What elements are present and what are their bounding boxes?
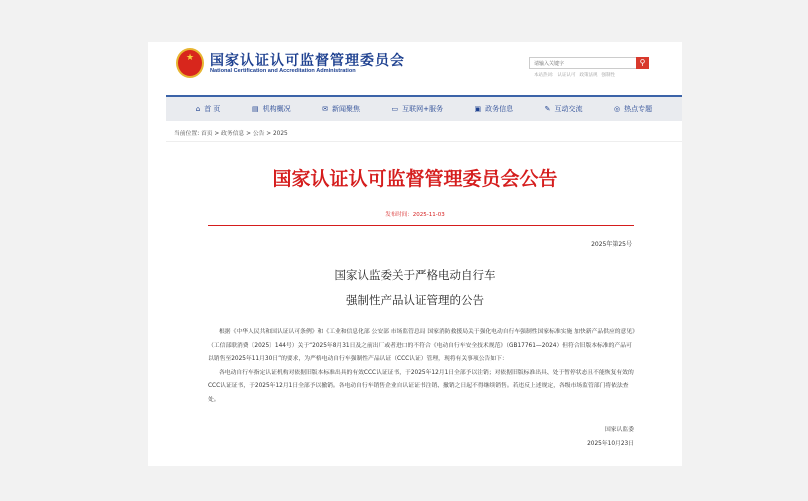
edit-icon: ✎ bbox=[544, 105, 551, 113]
nav-label: 热点专题 bbox=[624, 105, 653, 113]
nav-gov-info[interactable] bbox=[475, 104, 514, 114]
home-icon: ⌂ bbox=[195, 105, 201, 113]
nav-home[interactable] bbox=[196, 104, 221, 114]
search-icon: ⚲ bbox=[639, 58, 646, 67]
hot-word[interactable]: 强制性 bbox=[601, 73, 616, 78]
search-button[interactable] bbox=[636, 57, 649, 69]
nav-services[interactable] bbox=[391, 104, 443, 114]
nav-label: 互联网+服务 bbox=[402, 105, 443, 113]
nav-label: 政务信息 bbox=[485, 105, 514, 113]
nav-news[interactable] bbox=[322, 104, 360, 114]
article-body bbox=[208, 326, 636, 407]
search-input[interactable]: 请输入关键字 bbox=[529, 57, 641, 69]
article-title: 国家认证认可监督管理委员会公告 bbox=[272, 168, 558, 190]
heading-line-2: 强制性产品认证管理的公告 bbox=[346, 293, 484, 307]
page-card bbox=[148, 42, 682, 466]
hot-label: 本站热词: bbox=[534, 73, 554, 78]
breadcrumb[interactable]: 当前位置: 首页 > 政务信息 > 公告 > 2025 bbox=[174, 131, 288, 137]
nav-topics[interactable] bbox=[614, 104, 652, 114]
main-nav bbox=[166, 95, 682, 121]
publish-date: 发布时间：2025-11-03 bbox=[385, 212, 445, 218]
nav-label: 首 页 bbox=[204, 105, 221, 113]
nav-about[interactable] bbox=[252, 104, 291, 114]
heading-line-1: 国家认监委关于严格电动自行车 bbox=[334, 268, 496, 282]
title-divider bbox=[208, 225, 634, 226]
paragraph: 各电动自行车指定认证机构对依据旧版本标准出具的有效CCC认证证书，于2025年12月1日全部予以注销；对依据旧版标准出具、处于暂停状态且不能恢复有效的CCC认证证书，于2025年12月1日全部予以撤销。各电动自行车销售企业自认证证书注销、撤销之日起不得继续销售。若违反上述规定，各级市场监管部门将依法查处。 bbox=[208, 369, 634, 403]
national-emblem-logo[interactable] bbox=[176, 48, 204, 78]
announcement-number: 2025年第25号 bbox=[591, 241, 632, 248]
info-icon: ▣ bbox=[474, 105, 482, 113]
nav-label: 新闻聚焦 bbox=[331, 105, 360, 113]
monitor-icon: ▭ bbox=[391, 105, 399, 113]
site-name-en: National Certification and Accreditation Administration bbox=[210, 68, 356, 74]
signer: 国家认监委 bbox=[605, 427, 634, 433]
target-icon: ◎ bbox=[614, 105, 621, 113]
site-name[interactable]: 国家认证认可监督管理委员会 bbox=[210, 53, 405, 69]
sign-date: 2025年10月23日 bbox=[587, 441, 634, 447]
paragraph: 根据《中华人民共和国认证认可条例》和《工业和信息化部 公安部 市场监管总局 国家消防救援局关于强化电动自行车强制性国家标准实施 加快新产品供应的意见》（工信部联消费〔2025〕144号）关于“2025年8月31日及之前出厂或者进口的不符合《电动自行车安全技术规范》（GB17761—2024）但符合旧版本标准的产品可以销售至2025年11月30日”的要求，为严格电动自行车强制性产品认证（CCC认证）管理，现将有关事项公告如下： bbox=[208, 329, 636, 362]
nav-label: 机构概况 bbox=[262, 105, 291, 113]
hot-word[interactable]: 认证认可 bbox=[557, 73, 576, 78]
megaphone-icon: ✉ bbox=[322, 105, 328, 113]
nav-interaction[interactable] bbox=[545, 104, 583, 114]
list-icon: ▤ bbox=[251, 105, 259, 113]
nav-label: 互动交流 bbox=[554, 105, 583, 113]
divider bbox=[166, 141, 682, 142]
hot-words bbox=[534, 72, 619, 78]
hot-word[interactable]: 政策法规 bbox=[579, 73, 598, 78]
